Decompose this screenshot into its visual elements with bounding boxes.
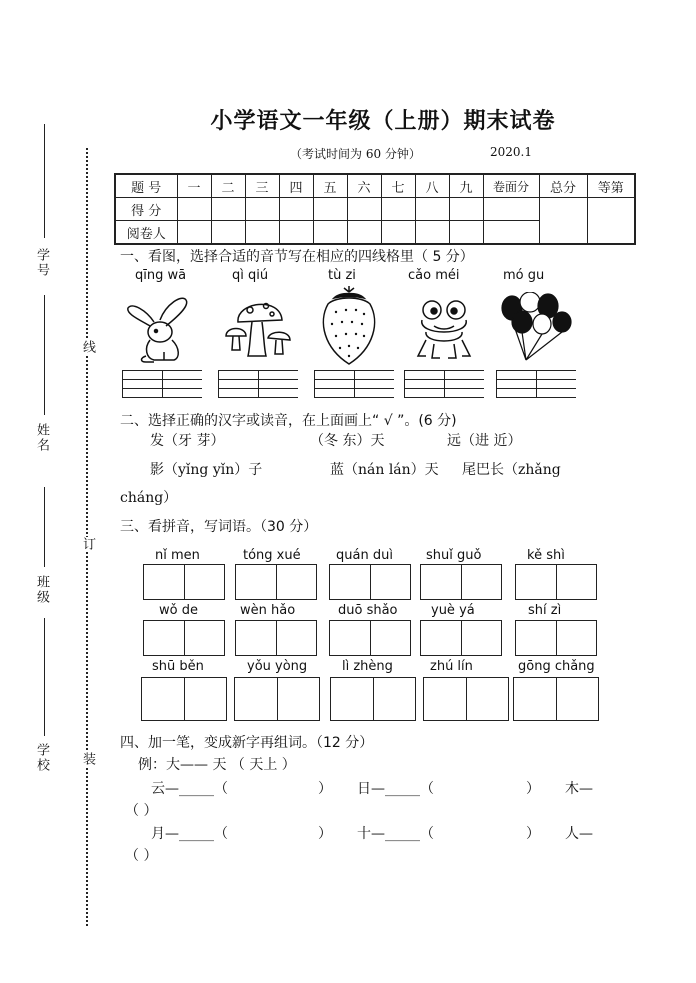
grader-cell[interactable] [415,221,449,245]
xian-label: 线 [80,340,95,355]
xingming-line [44,295,45,415]
score-header-cell: 七 [381,174,415,198]
add-stroke-item[interactable]: 人— [565,826,593,842]
score-cell[interactable] [449,198,483,221]
grader-cell[interactable] [279,221,313,245]
score-table-row [115,198,635,221]
writing-box[interactable] [420,620,502,656]
writing-box[interactable] [515,564,597,600]
score-header-cell: 五 [313,174,347,198]
xuehao-line [44,124,45,238]
score-header-cell: 等第 [587,174,635,198]
question-item[interactable]: 尾巴长（zhǎng [462,462,561,478]
section3-heading: 三、看拼音，写词语。（30 分） [120,519,318,535]
add-stroke-paren-close: ） [526,826,540,842]
xuehao-label: 学号 [34,248,49,278]
grader-cell[interactable] [177,221,211,245]
writing-box[interactable] [141,677,227,721]
pinyin-prompt: quán duì [336,548,393,563]
total-score-cell[interactable] [539,198,587,245]
example-line: 例：大—— 天 （ 天上 ） [138,757,296,773]
page-title: 小学语文一年级（上册）期末试卷 [210,108,556,134]
four-line-grid[interactable] [314,370,394,398]
four-line-grid[interactable] [404,370,484,398]
pinyin-prompt: gōng chǎng [518,659,595,674]
four-line-grid[interactable] [496,370,576,398]
pinyin-prompt: yuè yá [431,603,475,618]
pinyin-prompt: yǒu yòng [247,659,308,674]
score-header-cell: 八 [415,174,449,198]
section1-heading: 一、看图，选择合适的音节写在相应的四线格里（ 5 分） [120,249,474,265]
banji-line [44,487,45,567]
score-header-cell: 一 [177,174,211,198]
four-line-grid[interactable] [218,370,298,398]
banji-label: 班级 [34,575,49,605]
pinyin-prompt: duō shǎo [338,603,398,618]
pinyin-label: tù zi [328,268,356,283]
add-stroke-item[interactable]: 木— [565,781,593,797]
grader-cell[interactable] [449,221,483,245]
writing-box[interactable] [420,564,502,600]
writing-box[interactable] [143,564,225,600]
score-cell[interactable] [415,198,449,221]
writing-box[interactable] [235,564,317,600]
question-item[interactable]: 远（进 近） [447,433,522,449]
grader-row-label: 阅卷人 [115,221,177,245]
score-header-cell: 二 [211,174,245,198]
pinyin-prompt: wǒ de [159,603,198,618]
pinyin-prompt: lì zhèng [342,659,393,674]
add-stroke-paren-close: ） [526,781,540,797]
score-cell[interactable] [279,198,313,221]
section2-heading: 二、选择正确的汉字或读音，在上面画上“ √ ”。(6 分) [120,413,457,429]
question-item[interactable]: 发（牙 芽） [150,433,225,449]
score-header-cell: 总分 [539,174,587,198]
writing-box[interactable] [329,620,411,656]
four-line-grid[interactable] [122,370,202,398]
xuexiao-label: 学校 [34,743,49,773]
writing-box[interactable] [330,677,416,721]
add-stroke-item[interactable]: 十—_____（ [357,826,434,842]
add-stroke-item[interactable]: 日—_____（ [357,781,434,797]
xingming-label: 姓名 [34,423,49,453]
score-row-label: 得 分 [115,198,177,221]
add-stroke-item-continued[interactable]: （ ） [125,803,158,819]
score-header-cell: 六 [347,174,381,198]
grader-cell[interactable] [381,221,415,245]
pinyin-prompt: kě shì [527,548,565,563]
question-item-continued[interactable]: cháng） [120,490,178,506]
grader-cell[interactable] [245,221,279,245]
pinyin-label: mó gu [503,268,545,283]
ding-label: 订 [80,537,95,552]
writing-box[interactable] [423,677,509,721]
grade-cell[interactable] [587,198,635,245]
exam-duration: （考试时间为 60 分钟） [290,147,421,161]
score-header-cell: 卷面分 [483,174,539,198]
score-cell[interactable] [483,198,539,221]
mushroom-picture [222,292,294,360]
grader-cell[interactable] [211,221,245,245]
writing-box[interactable] [515,620,597,656]
add-stroke-paren-close: ） [318,826,332,842]
grader-cell[interactable] [347,221,381,245]
writing-box[interactable] [143,620,225,656]
section4-heading: 四、加一笔，变成新字再组词。（12 分） [120,735,374,751]
score-cell[interactable] [347,198,381,221]
pinyin-prompt: shū běn [152,659,204,674]
writing-box[interactable] [513,677,599,721]
pinyin-prompt: shí zì [528,603,562,618]
question-item[interactable]: 影（yǐng yǐn）子 [150,462,263,478]
pinyin-prompt: wèn hǎo [240,603,296,618]
score-header-cell: 四 [279,174,313,198]
writing-box[interactable] [329,564,411,600]
writing-box[interactable] [235,620,317,656]
score-table [114,173,636,245]
score-header-cell: 九 [449,174,483,198]
pinyin-prompt: nǐ men [155,548,200,563]
question-item[interactable]: 蓝（nán lán）天 [330,462,439,478]
exam-date: 2020.1 [490,145,532,159]
add-stroke-item[interactable]: 月—_____（ [151,826,228,842]
pinyin-prompt: shuǐ guǒ [426,548,482,563]
pinyin-label: qì qiú [232,268,269,283]
balloons-picture [496,292,576,362]
pinyin-label: cǎo méi [408,268,460,283]
rabbit-picture [124,292,192,364]
score-header-cell: 三 [245,174,279,198]
frog-picture [414,296,474,362]
grader-cell[interactable] [313,221,347,245]
score-cell[interactable] [211,198,245,221]
grader-cell[interactable] [483,221,539,245]
score-cell[interactable] [381,198,415,221]
score-cell[interactable] [313,198,347,221]
strawberry-picture [318,286,380,366]
add-stroke-item[interactable]: 云—_____（ [151,781,228,797]
zhuang-label: 装 [80,752,95,767]
pinyin-label: qīng wā [135,268,187,283]
pinyin-prompt: zhú lín [430,659,473,674]
writing-box[interactable] [234,677,320,721]
question-item[interactable]: （冬 东）天 [310,433,385,449]
add-stroke-paren-close: ） [318,781,332,797]
score-table-header-row [115,174,635,198]
pinyin-prompt: tóng xué [243,548,301,563]
score-header-cell: 题 号 [115,174,177,198]
score-cell[interactable] [245,198,279,221]
xuexiao-line [44,618,45,736]
score-cell[interactable] [177,198,211,221]
add-stroke-item-continued[interactable]: （ ） [125,848,158,864]
